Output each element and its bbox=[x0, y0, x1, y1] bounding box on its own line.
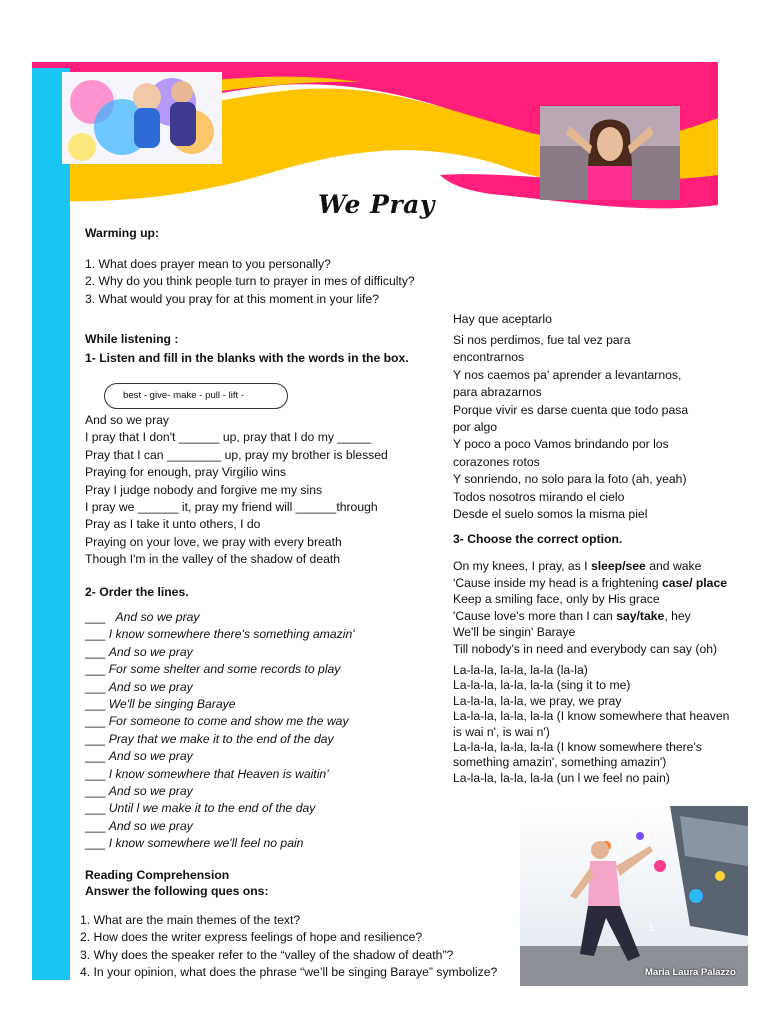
lyric-line: La-la-la, la-la, la-la (un l we feel no pain) bbox=[453, 770, 670, 785]
order-line-text: And so we pray bbox=[108, 679, 193, 694]
lyric-line: 'Cause love's more than I can say/take, hey bbox=[453, 608, 691, 623]
question-item: 2. How does the writer express feelings of hope and resilience? bbox=[80, 930, 423, 945]
fill-blank-lyrics bbox=[85, 412, 388, 569]
reading-questions bbox=[80, 912, 497, 982]
order-blank: ___ bbox=[85, 749, 106, 764]
order-blank: ___ bbox=[85, 696, 106, 711]
lyric-line: La-la-la, la-la, la-la (sing it to me) bbox=[453, 678, 631, 693]
order-line-text: Pray that we make it to the end of the day bbox=[108, 731, 334, 746]
warming-up-questions bbox=[85, 256, 415, 308]
page-number: 1 bbox=[648, 922, 655, 934]
lyric-line: 'Cause inside my head is a frightening case/ place bbox=[453, 575, 728, 590]
order-line-text: For someone to come and show me the way bbox=[108, 714, 349, 729]
order-line-text: And so we pray bbox=[108, 644, 193, 659]
side-accent-bar bbox=[32, 68, 70, 980]
order-blank: ___ bbox=[85, 644, 106, 659]
order-line bbox=[85, 731, 355, 748]
lyric-line: Y poco a poco Vamos brindando por los bbox=[453, 437, 669, 452]
order-blank: ___ bbox=[85, 627, 106, 642]
reading-subheading: Answer the following ques ons: bbox=[85, 884, 269, 898]
order-line-text: We'll be singing Baraye bbox=[108, 696, 236, 711]
lyric-line: Though I'm in the valley of the shadow of death bbox=[85, 552, 341, 567]
order-line bbox=[85, 609, 355, 626]
order-blank: ___ bbox=[85, 801, 106, 816]
task1-instruction: 1- Listen and fill in the blanks with the words in the box. bbox=[85, 351, 409, 365]
lala-verse bbox=[453, 663, 729, 786]
lyric-line: La-la-la, la-la, la-la (la-la) bbox=[453, 663, 588, 677]
order-line bbox=[85, 679, 355, 696]
lyric-line: Pray as I take it unto others, I do bbox=[85, 517, 261, 532]
option-choice: case/ place bbox=[661, 575, 728, 590]
option-choice: sleep/see bbox=[590, 559, 646, 573]
order-line-text: And so we pray bbox=[108, 783, 193, 798]
lyric-line: Y sonriendo, no solo para la foto (ah, yeah) bbox=[453, 472, 687, 487]
concert-photo bbox=[520, 806, 748, 986]
order-line-text: And so we pray bbox=[108, 818, 193, 833]
lyric-line: On my knees, I pray, as I sleep/see and wake bbox=[453, 559, 702, 573]
order-line bbox=[85, 696, 355, 713]
page-title: We Pray bbox=[318, 190, 435, 219]
order-line bbox=[85, 835, 355, 852]
author-credit: Maria Laura Palazzo bbox=[645, 967, 736, 978]
order-line-text: And so we pray bbox=[115, 610, 200, 624]
warming-up-heading: Warming up: bbox=[85, 226, 160, 240]
order-blank: ___ bbox=[85, 731, 106, 746]
lyric-line: para abrazarnos bbox=[453, 385, 542, 400]
order-line-text: For some shelter and some records to play bbox=[108, 662, 341, 677]
lyric-line: Till nobody's in need and everybody can say (oh) bbox=[453, 641, 718, 656]
spanish-verse bbox=[453, 332, 688, 523]
while-listening-heading: While listening : bbox=[85, 332, 179, 346]
spanish-first-line: Hay que aceptarlo bbox=[453, 312, 552, 326]
lyric-line: Si nos perdimos, fue tal vez para bbox=[453, 333, 631, 347]
lyric-line: encontrarnos bbox=[453, 350, 525, 365]
question-item: 3. Why does the speaker refer to the “valley of the shadow of death”? bbox=[80, 947, 454, 962]
singer-photo bbox=[540, 106, 680, 200]
order-line bbox=[85, 661, 355, 678]
order-line bbox=[85, 644, 355, 661]
lyric-line: something amazin', something amazin') bbox=[453, 755, 667, 770]
lyric-line: Y nos caemos pa' aprender a levantarnos, bbox=[453, 367, 682, 382]
order-line-text: And so we pray bbox=[108, 749, 193, 764]
lyric-line: corazones rotos bbox=[453, 454, 540, 469]
reading-heading: Reading Comprehension bbox=[85, 868, 230, 882]
lyric-line: I pray we ______ it, pray my friend will ______through bbox=[85, 499, 378, 514]
lyric-line: Praying on your love, we pray with every breath bbox=[85, 534, 342, 549]
lyric-line: La-la-la, la-la, la-la (I know somewhere that heaven bbox=[453, 709, 730, 724]
lyric-line: Pray that I can ________ up, pray my brother is blessed bbox=[85, 447, 388, 462]
order-line-text: I know somewhere we'll feel no pain bbox=[108, 836, 304, 851]
lyric-line: por algo bbox=[453, 419, 498, 434]
order-line-text: I know somewhere there's something amazin' bbox=[108, 627, 355, 642]
band-photo bbox=[62, 72, 222, 164]
choose-verse bbox=[453, 558, 727, 658]
order-blank: ___ bbox=[85, 610, 106, 624]
lyric-line: Porque vivir es darse cuenta que todo pasa bbox=[453, 402, 689, 417]
order-blank: ___ bbox=[85, 679, 106, 694]
lyric-line: La-la-la, la-la, we pray, we pray bbox=[453, 693, 622, 708]
order-line bbox=[85, 783, 355, 800]
choose-heading: 3- Choose the correct option. bbox=[453, 532, 623, 546]
order-blank: ___ bbox=[85, 766, 106, 781]
order-lines bbox=[85, 609, 355, 852]
question-item: 3. What would you pray for at this moment in your life? bbox=[85, 291, 379, 306]
order-line bbox=[85, 766, 355, 783]
lyric-line: Praying for enough, pray Virgilio wins bbox=[85, 465, 286, 480]
question-item: 2. Why do you think people turn to prayer in mes of difficulty? bbox=[85, 274, 415, 289]
order-blank: ___ bbox=[85, 714, 106, 729]
lyric-line: La-la-la, la-la, la-la (I know somewhere there's bbox=[453, 740, 702, 755]
order-line bbox=[85, 818, 355, 835]
order-blank: ___ bbox=[85, 836, 106, 851]
order-line-text: I know somewhere that Heaven is waitin’ bbox=[108, 766, 329, 781]
lyric-line: I pray that I don't ______ up, pray that I do my _____ bbox=[85, 430, 372, 445]
lyric-line: And so we pray bbox=[85, 413, 170, 427]
order-line bbox=[85, 713, 355, 730]
word-box: best - give- make - pull - lift - bbox=[104, 383, 288, 409]
question-item: 4. In your opinion, what does the phrase “we’ll be singing Baraye” symbolize? bbox=[80, 965, 498, 980]
lyric-line: Keep a smiling face, only by His grace bbox=[453, 592, 660, 607]
lyric-line: We'll be singin' Baraye bbox=[453, 625, 576, 640]
question-item: 1. What are the main themes of the text? bbox=[80, 913, 301, 927]
lyric-line: Pray I judge nobody and forgive me my sins bbox=[85, 482, 323, 497]
order-line bbox=[85, 800, 355, 817]
order-line-text: Until l we make it to the end of the day bbox=[108, 801, 316, 816]
order-blank: ___ bbox=[85, 818, 106, 833]
question-item: 1. What does prayer mean to you personally? bbox=[85, 257, 331, 271]
order-blank: ___ bbox=[85, 783, 106, 798]
order-blank: ___ bbox=[85, 662, 106, 677]
order-line bbox=[85, 626, 355, 643]
order-line bbox=[85, 748, 355, 765]
lyric-line: Desde el suelo somos la misma piel bbox=[453, 506, 648, 521]
lyric-line: Todos nosotros mirando el cielo bbox=[453, 489, 625, 504]
order-heading: 2- Order the lines. bbox=[85, 585, 189, 599]
option-choice: say/take bbox=[616, 608, 665, 623]
lyric-line: is wai n', is wai n') bbox=[453, 724, 550, 739]
